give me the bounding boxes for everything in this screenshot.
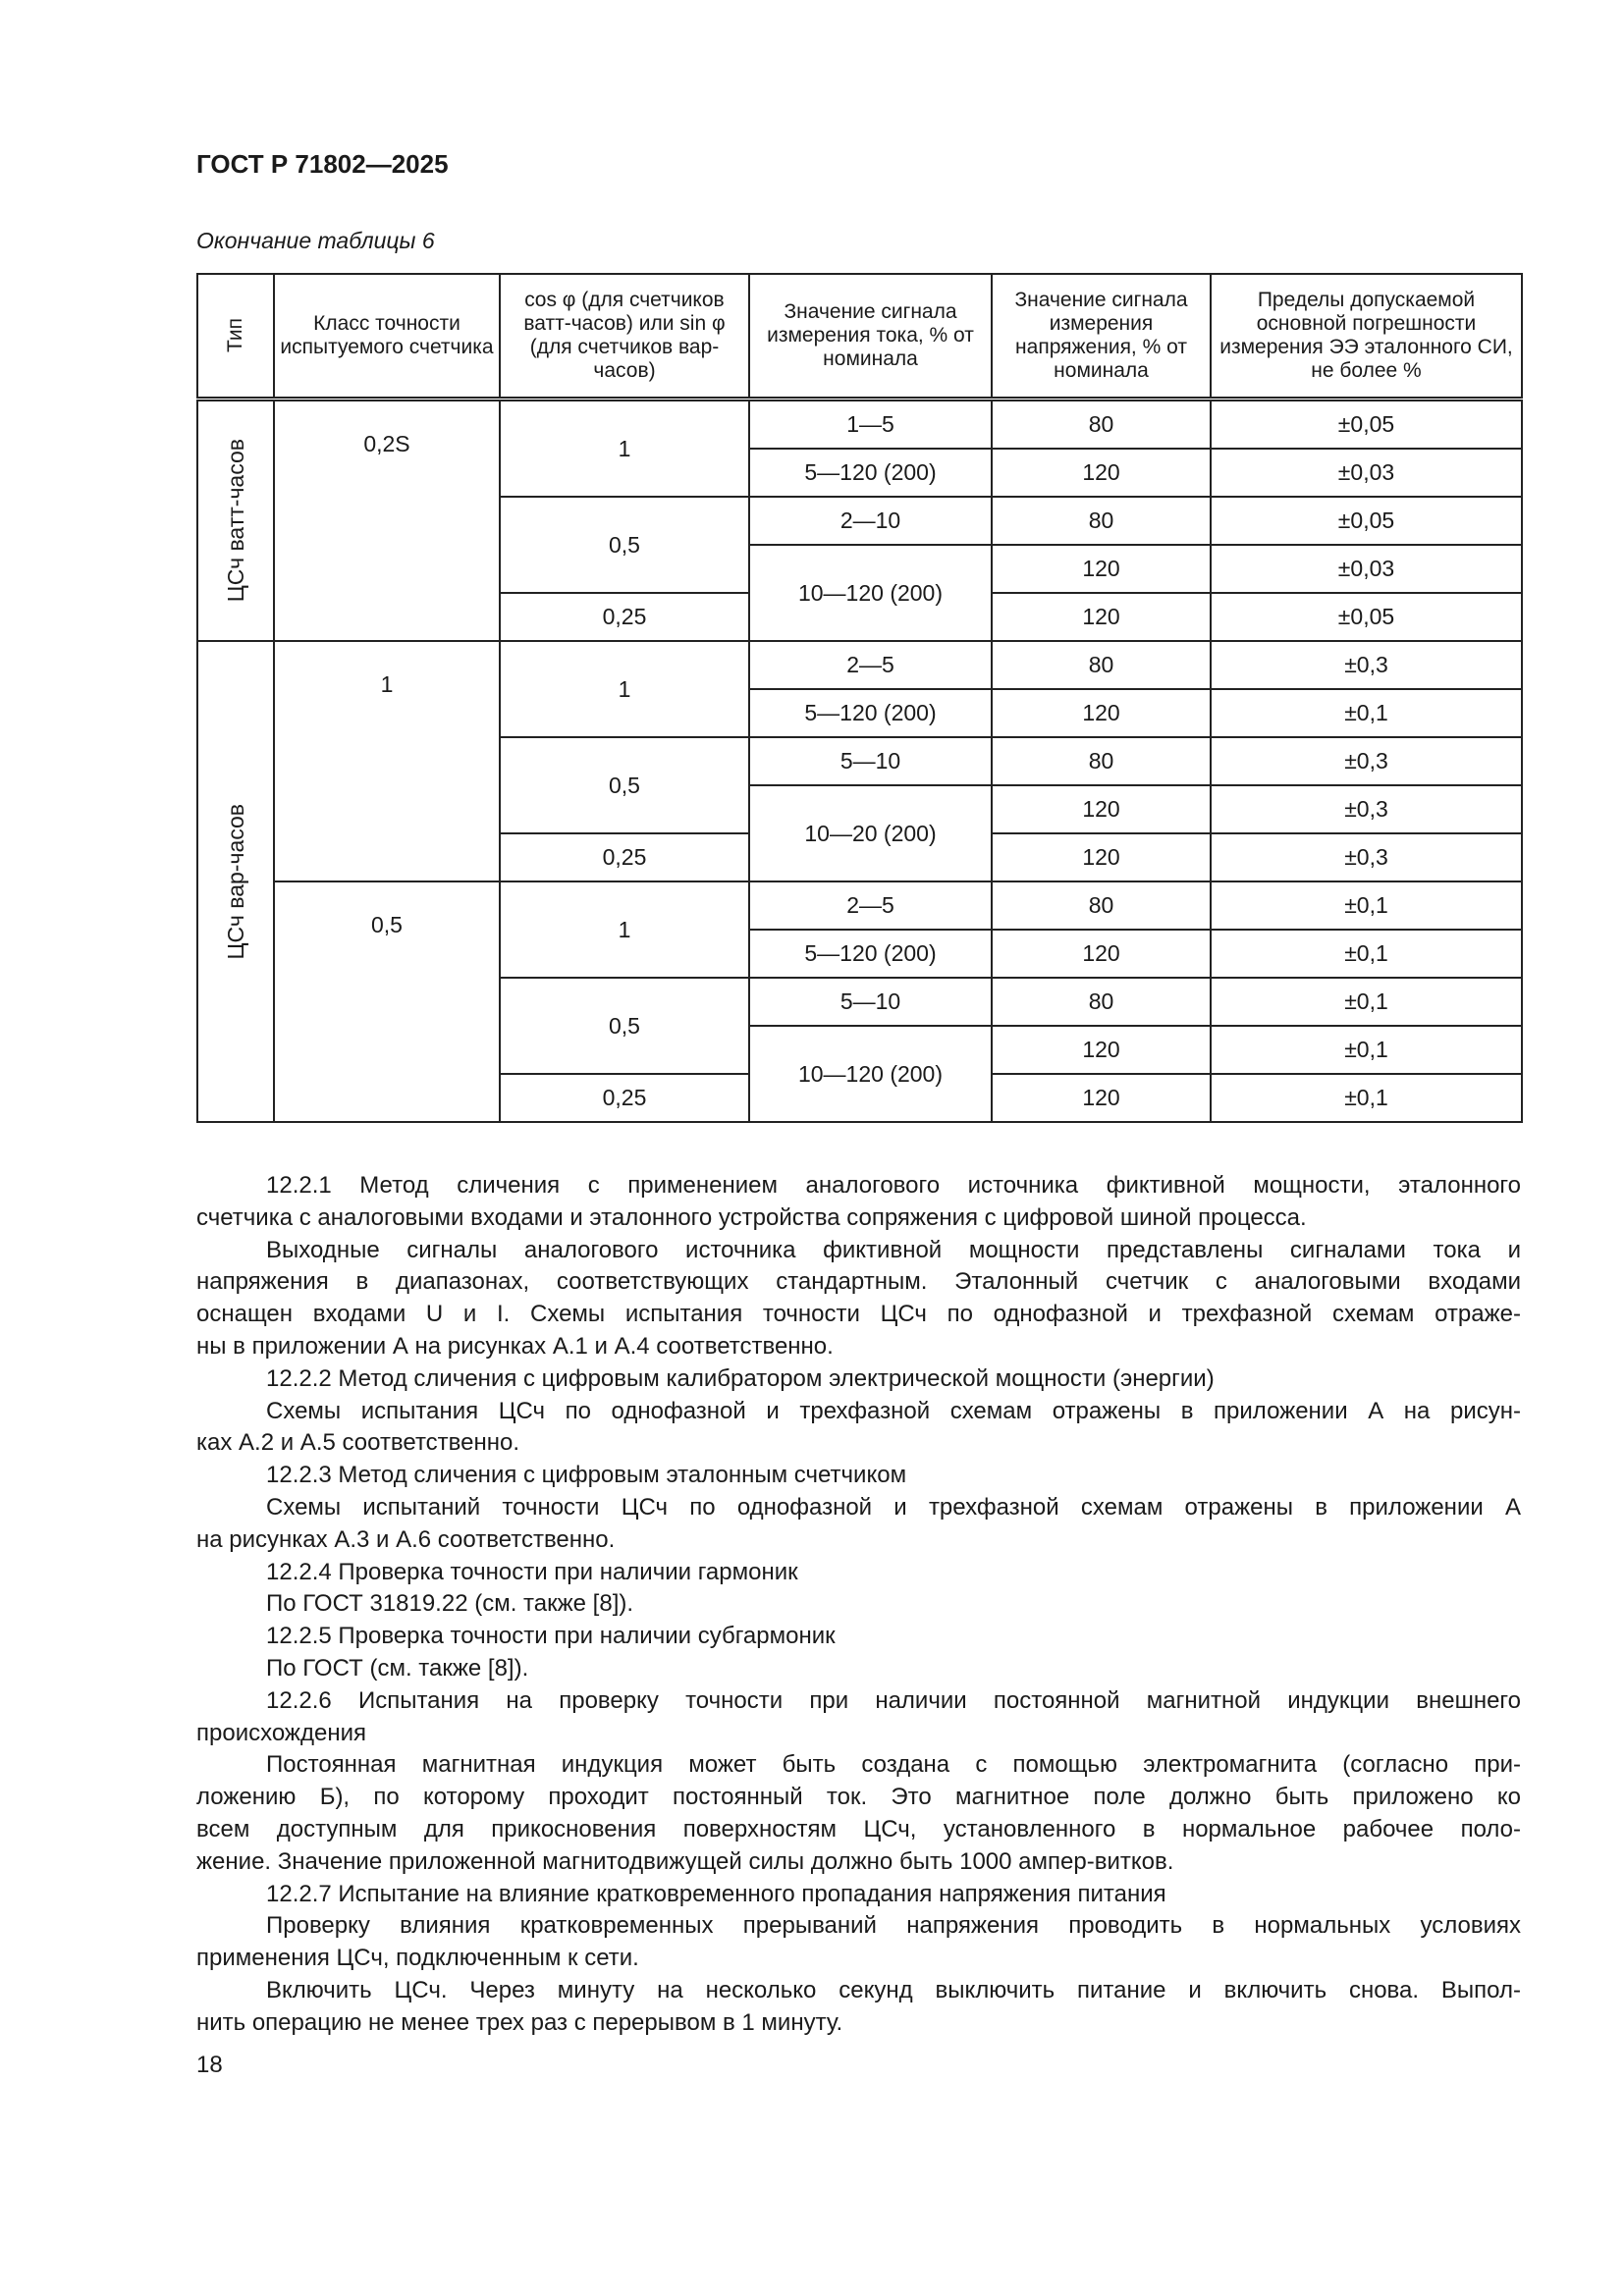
paragraph (196, 1910, 1521, 1975)
voltage-cell: 80 (992, 400, 1211, 450)
cos-cell: 0,5 (500, 497, 749, 593)
voltage-cell: 120 (992, 689, 1211, 737)
text-line: 12.2.5 Проверка точности при наличии субгармоник (266, 1623, 836, 1650)
text-line: происхождения (196, 1719, 366, 1746)
text-line: 12.2.7 Испытание на влияние кратковременного пропадания напряжения питания (266, 1880, 1166, 1907)
current-cell: 5—10 (749, 978, 992, 1026)
limit-cell: ±0,3 (1211, 737, 1522, 785)
text-line: ны в приложении А на рисунках А.1 и А.4 соответственно. (196, 1332, 834, 1360)
text-line: жение. Значение приложенной магнитодвижущей силы должно быть 1000 ампер-витков. (196, 1847, 1174, 1875)
current-cell: 5—10 (749, 737, 992, 785)
paragraph (196, 1492, 1521, 1557)
voltage-cell: 80 (992, 881, 1211, 930)
current-cell: 2—10 (749, 497, 992, 545)
paragraph (196, 1653, 1521, 1685)
limit-cell: ±0,05 (1211, 593, 1522, 641)
current-cell: 2—5 (749, 881, 992, 930)
column-header: Значение сигнала измерения тока, % от номинала (749, 274, 992, 400)
cos-cell: 1 (500, 641, 749, 737)
column-header-text: Тип (224, 318, 246, 353)
paragraph (196, 1588, 1521, 1621)
paragraph (196, 1621, 1521, 1653)
type-cell (197, 400, 274, 642)
current-cell: 10—120 (200) (749, 1026, 992, 1122)
paragraph (196, 1460, 1521, 1492)
limit-cell: ±0,3 (1211, 785, 1522, 833)
type-cell (197, 641, 274, 1122)
voltage-cell: 80 (992, 737, 1211, 785)
limit-cell: ±0,1 (1211, 1074, 1522, 1122)
text-line: Постоянная магнитная индукция может быть создана с помощью электромагнита (согласно при- (266, 1751, 1521, 1779)
current-cell: 10—20 (200) (749, 785, 992, 881)
page-number: 18 (196, 2052, 223, 2078)
voltage-cell: 80 (992, 641, 1211, 689)
table-row (197, 641, 1522, 689)
text-line: Включить ЦСч. Через минуту на несколько секунд выключить питание и включить снова. Выпол- (266, 1976, 1521, 2003)
text-line: ложению Б), по которому проходит постоянный ток. Это магнитное поле должно быть приложено ко (196, 1784, 1521, 1811)
limit-cell: ±0,3 (1211, 833, 1522, 881)
limit-cell: ±0,03 (1211, 449, 1522, 497)
column-header: Значение сигнала измерения напряжения, % от номинала (992, 274, 1211, 400)
current-cell: 1—5 (749, 400, 992, 450)
paragraph (196, 1363, 1521, 1396)
current-cell: 10—120 (200) (749, 545, 992, 641)
table-caption: Окончание таблицы 6 (196, 228, 435, 253)
cos-cell: 1 (500, 881, 749, 978)
text-line: напряжения в диапазонах, соответствующих стандартным. Эталонный счетчик с аналоговыми входами (196, 1268, 1521, 1296)
paragraph (196, 1235, 1521, 1363)
text-line: Выходные сигналы аналогового источника фиктивной мощности представлены сигналами тока и (266, 1236, 1521, 1263)
current-cell: 2—5 (749, 641, 992, 689)
document-header: ГОСТ Р 71802—2025 (196, 149, 449, 179)
cos-cell: 1 (500, 400, 749, 498)
paragraph (196, 1170, 1521, 1235)
voltage-cell: 120 (992, 593, 1211, 641)
text-line: Проверку влияния кратковременных прерываний напряжения проводить в нормальных условиях (266, 1912, 1521, 1940)
limit-cell: ±0,1 (1211, 1026, 1522, 1074)
paragraph (196, 1975, 1521, 2040)
current-cell: 5—120 (200) (749, 930, 992, 978)
table-6 (196, 273, 1523, 1123)
column-header: Класс точности испытуемого счетчика (274, 274, 500, 400)
text-line: По ГОСТ 31819.22 (см. также [8]). (266, 1590, 634, 1618)
text-line: 12.2.1 Метод сличения с применением аналогового источника фиктивной мощности, эталонного (266, 1172, 1521, 1199)
type-label: ЦСч вар-часов (222, 803, 248, 960)
voltage-cell: 120 (992, 930, 1211, 978)
table-header-row (197, 274, 1522, 400)
class-cell: 1 (274, 641, 500, 881)
text-line: По ГОСТ (см. также [8]). (266, 1654, 529, 1682)
voltage-cell: 120 (992, 1026, 1211, 1074)
text-line: Схемы испытания ЦСч по однофазной и трехфазной схемам отражены в приложении А на рисун- (266, 1397, 1521, 1424)
column-header (197, 274, 274, 400)
text-line: счетчика с аналоговыми входами и эталонного устройства сопряжения с цифровой шиной процесса. (196, 1203, 1307, 1231)
current-cell: 5—120 (200) (749, 689, 992, 737)
voltage-cell: 80 (992, 497, 1211, 545)
column-header: Пределы допускаемой основной погрешности измерения ЭЭ эталонного СИ, не более % (1211, 274, 1522, 400)
cos-cell: 0,25 (500, 1074, 749, 1122)
voltage-cell: 120 (992, 785, 1211, 833)
text-line: применения ЦСч, подключенным к сети. (196, 1945, 639, 1972)
voltage-cell: 120 (992, 545, 1211, 593)
text-line: оснащен входами U и I. Схемы испытания точности ЦСч по однофазной и трехфазной схемам отраже- (196, 1301, 1521, 1328)
voltage-cell: 80 (992, 978, 1211, 1026)
limit-cell: ±0,1 (1211, 978, 1522, 1026)
limit-cell: ±0,1 (1211, 930, 1522, 978)
body-text (196, 1170, 1521, 2040)
limit-cell: ±0,1 (1211, 689, 1522, 737)
paragraph (196, 1557, 1521, 1589)
paragraph (196, 1396, 1521, 1461)
text-line: 12.2.3 Метод сличения с цифровым эталонным счетчиком (266, 1462, 907, 1489)
text-line: на рисунках А.3 и А.6 соответственно. (196, 1525, 616, 1553)
limit-cell: ±0,05 (1211, 400, 1522, 450)
limit-cell: ±0,03 (1211, 545, 1522, 593)
text-line: всем доступным для прикосновения поверхностям ЦСч, установленного в нормальное рабочее поло- (196, 1815, 1521, 1842)
table-row (197, 881, 1522, 930)
voltage-cell: 120 (992, 449, 1211, 497)
cos-cell: 0,5 (500, 737, 749, 833)
paragraph (196, 1685, 1521, 1750)
paragraph (196, 1749, 1521, 1878)
text-line: 12.2.2 Метод сличения с цифровым калибратором электрической мощности (энергии) (266, 1364, 1215, 1392)
limit-cell: ±0,1 (1211, 881, 1522, 930)
limit-cell: ±0,05 (1211, 497, 1522, 545)
paragraph (196, 1879, 1521, 1911)
text-line: нить операцию не менее трех раз с перерывом в 1 минуту. (196, 2008, 843, 2036)
voltage-cell: 120 (992, 1074, 1211, 1122)
table-row (197, 400, 1522, 450)
current-cell: 5—120 (200) (749, 449, 992, 497)
type-label: ЦСч ватт-часов (222, 439, 248, 603)
text-line: ках А.2 и А.5 соответственно. (196, 1429, 520, 1457)
voltage-cell: 120 (992, 833, 1211, 881)
column-header: cos φ (для счетчиков ватт-часов) или sin φ (для счетчиков вар-часов) (500, 274, 749, 400)
text-line: 12.2.6 Испытания на проверку точности при наличии постоянной магнитной индукции внешнего (266, 1686, 1521, 1714)
cos-cell: 0,25 (500, 833, 749, 881)
text-line: 12.2.4 Проверка точности при наличии гармоник (266, 1558, 798, 1585)
cos-cell: 0,25 (500, 593, 749, 641)
class-cell: 0,2S (274, 400, 500, 642)
text-line: Схемы испытаний точности ЦСч по однофазной и трехфазной схемам отражены в приложении А (266, 1493, 1521, 1521)
cos-cell: 0,5 (500, 978, 749, 1074)
class-cell: 0,5 (274, 881, 500, 1122)
limit-cell: ±0,3 (1211, 641, 1522, 689)
